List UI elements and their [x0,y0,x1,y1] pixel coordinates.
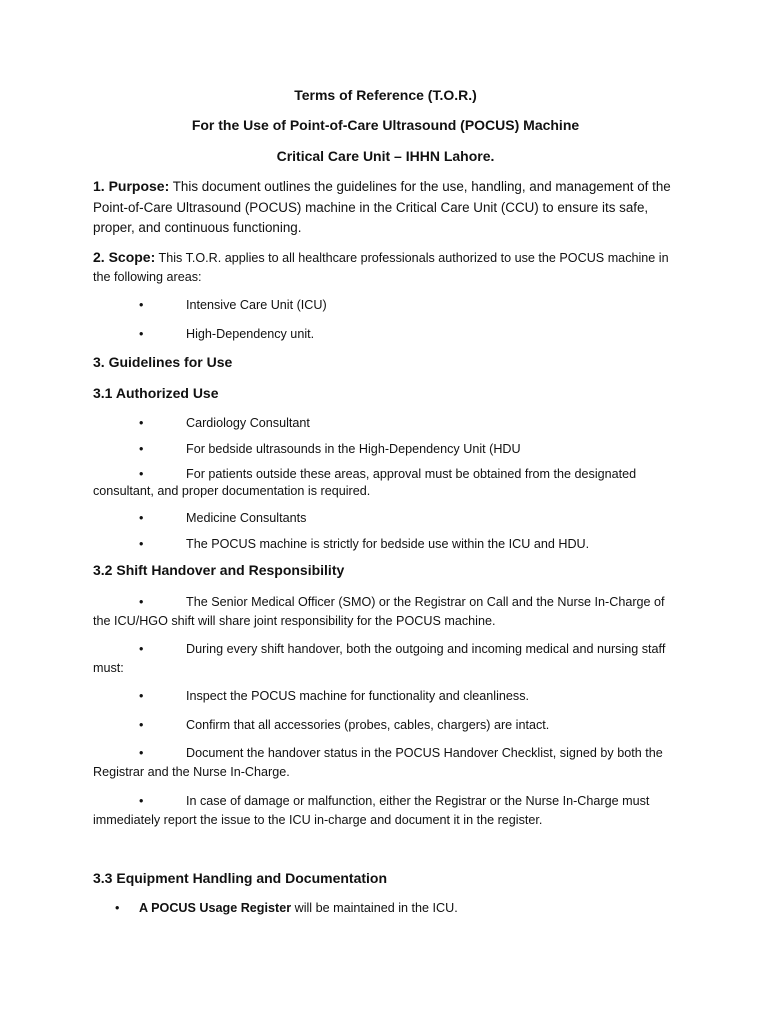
usage-register-label: A POCUS Usage Register [139,901,292,915]
document-unit: Critical Care Unit – IHHN Lahore. [276,148,495,164]
document-title: Terms of Reference (T.O.R.) [294,87,477,103]
scope-text: This T.O.R. applies to all healthcare professionals authorized to use the POCUS machine in the following areas: [93,251,669,284]
list-item [93,440,678,458]
handover-item: Confirm that all accessories (probes, cables, chargers) are intact. [186,718,550,732]
list-item [93,792,678,830]
scope-section [93,248,678,287]
scope-area-hdu: High-Dependency unit. [186,327,315,341]
authorized-use-heading: 3.1 Authorized Use [93,385,219,401]
list-item [93,466,678,499]
handover-item: In case of damage or malfunction, either the Registrar or the Nurse In-Charge must immediately report the issue to the ICU in-charge and document it in the register. [93,794,650,827]
scope-area-icu: Intensive Care Unit (ICU) [186,298,327,312]
list-item [93,325,678,343]
list-item [93,716,678,734]
bullet-icon: • [139,537,144,551]
list-item [93,744,678,782]
bullet-icon: • [139,746,144,760]
equipment-item [93,899,678,917]
handover-item: During every shift handover, both the outgoing and incoming medical and nursing staff must: [93,642,666,675]
bullet-icon: • [139,416,144,430]
document-subtitle: For the Use of Point-of-Care Ultrasound (POCUS) Machine [191,117,580,133]
bullet-icon: • [139,511,144,525]
list-item [93,509,678,527]
list-item [93,640,678,678]
list-item [93,687,678,705]
handover-item: Inspect the POCUS machine for functionality and cleanliness. [186,689,530,703]
equipment-heading: 3.3 Equipment Handling and Documentation [93,870,388,886]
bullet-icon: • [139,467,144,481]
bullet-icon: • [139,442,144,456]
bullet-icon: • [139,689,144,703]
bullet-icon: • [139,298,144,312]
handover-item: Document the handover status in the POCUS Handover Checklist, signed by both the Registrar and the Nurse In-Charge. [93,746,663,779]
list-item [93,535,678,553]
authorized-item: Medicine Consultants [186,511,307,525]
list-item [93,296,678,314]
bullet-icon: • [139,718,144,732]
handover-item: The Senior Medical Officer (SMO) or the Registrar on Call and the Nurse In-Charge of the ICU/HGO shift will share joint responsibility for the POCUS machine. [93,595,665,628]
bullet-icon: • [115,901,120,915]
list-item [93,414,678,432]
bullet-icon: • [139,794,144,808]
authorized-item: For patients outside these areas, approval must be obtained from the designated consultant, and proper documentation is required. [93,467,637,498]
usage-register-text: will be maintained in the ICU. [291,901,458,915]
authorized-item: The POCUS machine is strictly for bedside use within the ICU and HDU. [186,537,590,551]
list-item [93,593,678,631]
purpose-text: This document outlines the guidelines for the use, handling, and management of the Point-of-Care Ultrasound (POCUS) machine in the Critical Care Unit (CCU) to ensure its safe, proper, and continuous functioning. [93,179,671,235]
authorized-item: For bedside ultrasounds in the High-Dependency Unit (HDU [186,442,521,456]
list-item [93,899,678,917]
authorized-item: Cardiology Consultant [186,416,310,430]
purpose-section [93,176,678,239]
bullet-icon: • [139,642,144,656]
scope-label: 2. Scope: [93,249,156,265]
handover-heading: 3.2 Shift Handover and Responsibility [93,562,345,578]
guidelines-heading: 3. Guidelines for Use [93,354,233,370]
bullet-icon: • [139,327,144,341]
bullet-icon: • [139,595,144,609]
purpose-label: 1. Purpose: [93,178,170,194]
